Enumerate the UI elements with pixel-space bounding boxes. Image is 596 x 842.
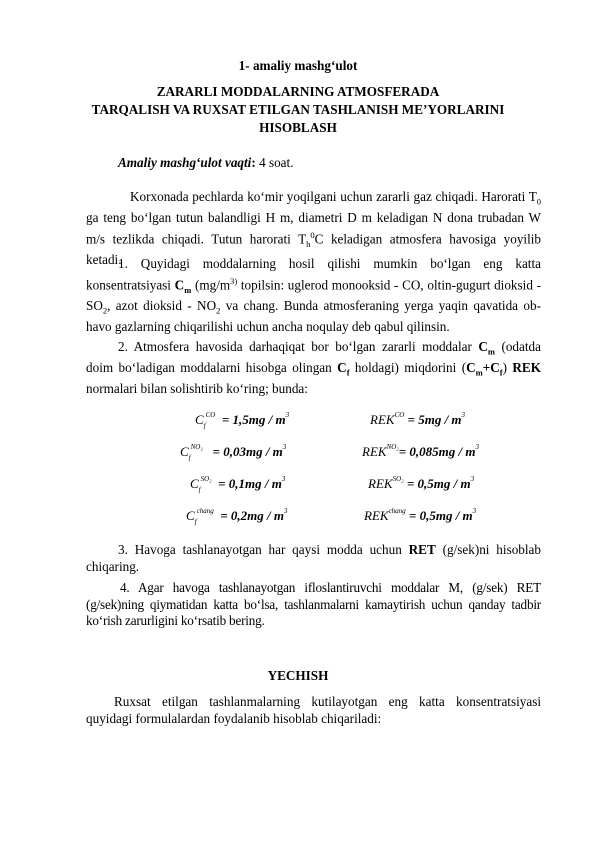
solution-paragraph: Ruxsat etilgan tashlanmalarning kutilayotgan eng katta konsentratsiyasi quyidagi formulalardan foydalanib hisoblab chiqariladi:: [86, 694, 541, 726]
formula-cf-no2: $C_f^{NO_2}$ = $0,03mg / m^3$: [180, 443, 287, 462]
task2-cm-sub: m: [487, 346, 495, 357]
task1-text-5: va chang. Bunda atmosferaning yerga yaqin qavatida ob-havo gazlarning chiqarilishi uchun ancha noqulay deb qabul qilinsin.: [86, 298, 541, 335]
task3-ret: RET: [408, 542, 436, 557]
task-1-paragraph: [86, 256, 541, 336]
time-label: Amaliy mashg‘ulot vaqti: [118, 155, 252, 170]
intro-text-2: ga teng bo‘lgan tutun balandligi H m, diametri D m keladigan N dona trubadan W m/s tezlikda chiqadi. Tutun harorati T: [86, 210, 541, 247]
task2-text-1: 2. Atmosfera havosida darhaqiqat bor bo‘lgan zararli moddalar: [118, 339, 479, 354]
formula-cf-co: $C_f^{CO} = 1,5mg / m^3$: [195, 411, 290, 430]
solution-heading: YECHISH: [267, 668, 329, 683]
task2-text-2: (odatda doim bo‘ladigan moddalarni hisobga olingan: [86, 339, 541, 376]
task3-text-2: (g/sek)ni hisoblab chiqaring.: [86, 542, 541, 574]
task3-text-1: 3. Havoga tashlanayotgan har qaysi modda uchun: [118, 542, 409, 557]
formula-cf-chang: $C_f^{chang} = 0,2mg / m^3$: [186, 507, 288, 526]
task-4-paragraph: 4. Agar havoga tashlanayotgan ifloslantiruvchi moddalar M, (g/sek) RET (g/sek)ning qiymatidan katta bo‘lsa, tashlanmalarni kamaytirish uchun qanday tadbir ko‘rish zarurligini ko‘rsatib bering.: [86, 580, 541, 629]
task2-sum-sub-m: m: [475, 367, 483, 378]
task1-text-3: topilsin: uglerod monooksid - CO, oltin-gugurt dioksid - SO: [86, 276, 541, 314]
time-value: 4 soat.: [255, 155, 294, 170]
intro-text-3: C keladigan atmosfera havosiga yoyilib ketadi.: [86, 231, 541, 268]
formula-rek-no2: $REK^{NO_2}= 0,085mg / m^3$: [362, 443, 479, 459]
task-3-paragraph: [86, 542, 541, 575]
task-2-paragraph: [86, 339, 541, 398]
task1-cm-sub: m: [184, 284, 192, 295]
formula-rek-so2: $REK^{SO_2} = 0,5mg / m^3$: [368, 475, 475, 491]
task2-sum-plus: +C: [482, 360, 500, 376]
task1-text-2: (mg/m: [191, 276, 231, 292]
title-line-1: ZARARLI MODDALARNING ATMOSFERADA: [156, 84, 440, 99]
task1-no2-sub: 2: [216, 305, 221, 316]
time-colon: :: [251, 155, 256, 170]
task2-text-3: holdagi) miqdorini (: [349, 360, 467, 376]
intro-text-1: Korxonada pechlarda ko‘mir yoqilgani uchun zararli gaz chiqadi. Harorati T: [130, 189, 537, 204]
formula-rek-co: $REK^{CO} = 5mg / m^3$: [370, 411, 466, 427]
intro-sub-0: 0: [536, 196, 541, 207]
task2-text-4: ): [502, 360, 513, 376]
task1-so2-sub: 2: [102, 305, 108, 316]
task2-sum-c: C: [466, 360, 476, 376]
task1-sup: 3): [230, 275, 238, 286]
intro-sub-h: h: [306, 238, 311, 249]
task1-cm: C: [174, 276, 185, 292]
task2-cf: C: [337, 360, 347, 376]
formula-rek-chang: $REK^{chang} = 0,5mg / m^3$: [364, 507, 477, 523]
task2-rek: REK: [512, 360, 541, 376]
lesson-number: 1- amaliy mashg‘ulot: [238, 58, 358, 73]
formula-cf-so2: $C_f^{SO_2} = 0,1mg / m^3$: [190, 475, 286, 494]
task1-text-4: , azot dioksid - NO: [107, 298, 217, 314]
task2-cf-sub: f: [346, 367, 350, 378]
title-line-2: TARQALISH VA RUXSAT ETILGAN TASHLANISH ME’YORLARINI: [91, 102, 505, 117]
task2-sum-sub-f: f: [499, 367, 503, 378]
task2-text-5: normalari bilan solishtirib ko‘ring; bunda:: [86, 381, 308, 397]
task2-cm: C: [478, 339, 488, 354]
intro-sup-0: 0: [310, 229, 315, 240]
title-line-3: HISOBLASH: [259, 120, 337, 135]
lesson-time: [118, 155, 294, 172]
task1-text-1: 1. Quyidagi moddalarning hosil qilishi mumkin bo‘lgan eng katta konsentratsiyasi: [86, 256, 541, 292]
